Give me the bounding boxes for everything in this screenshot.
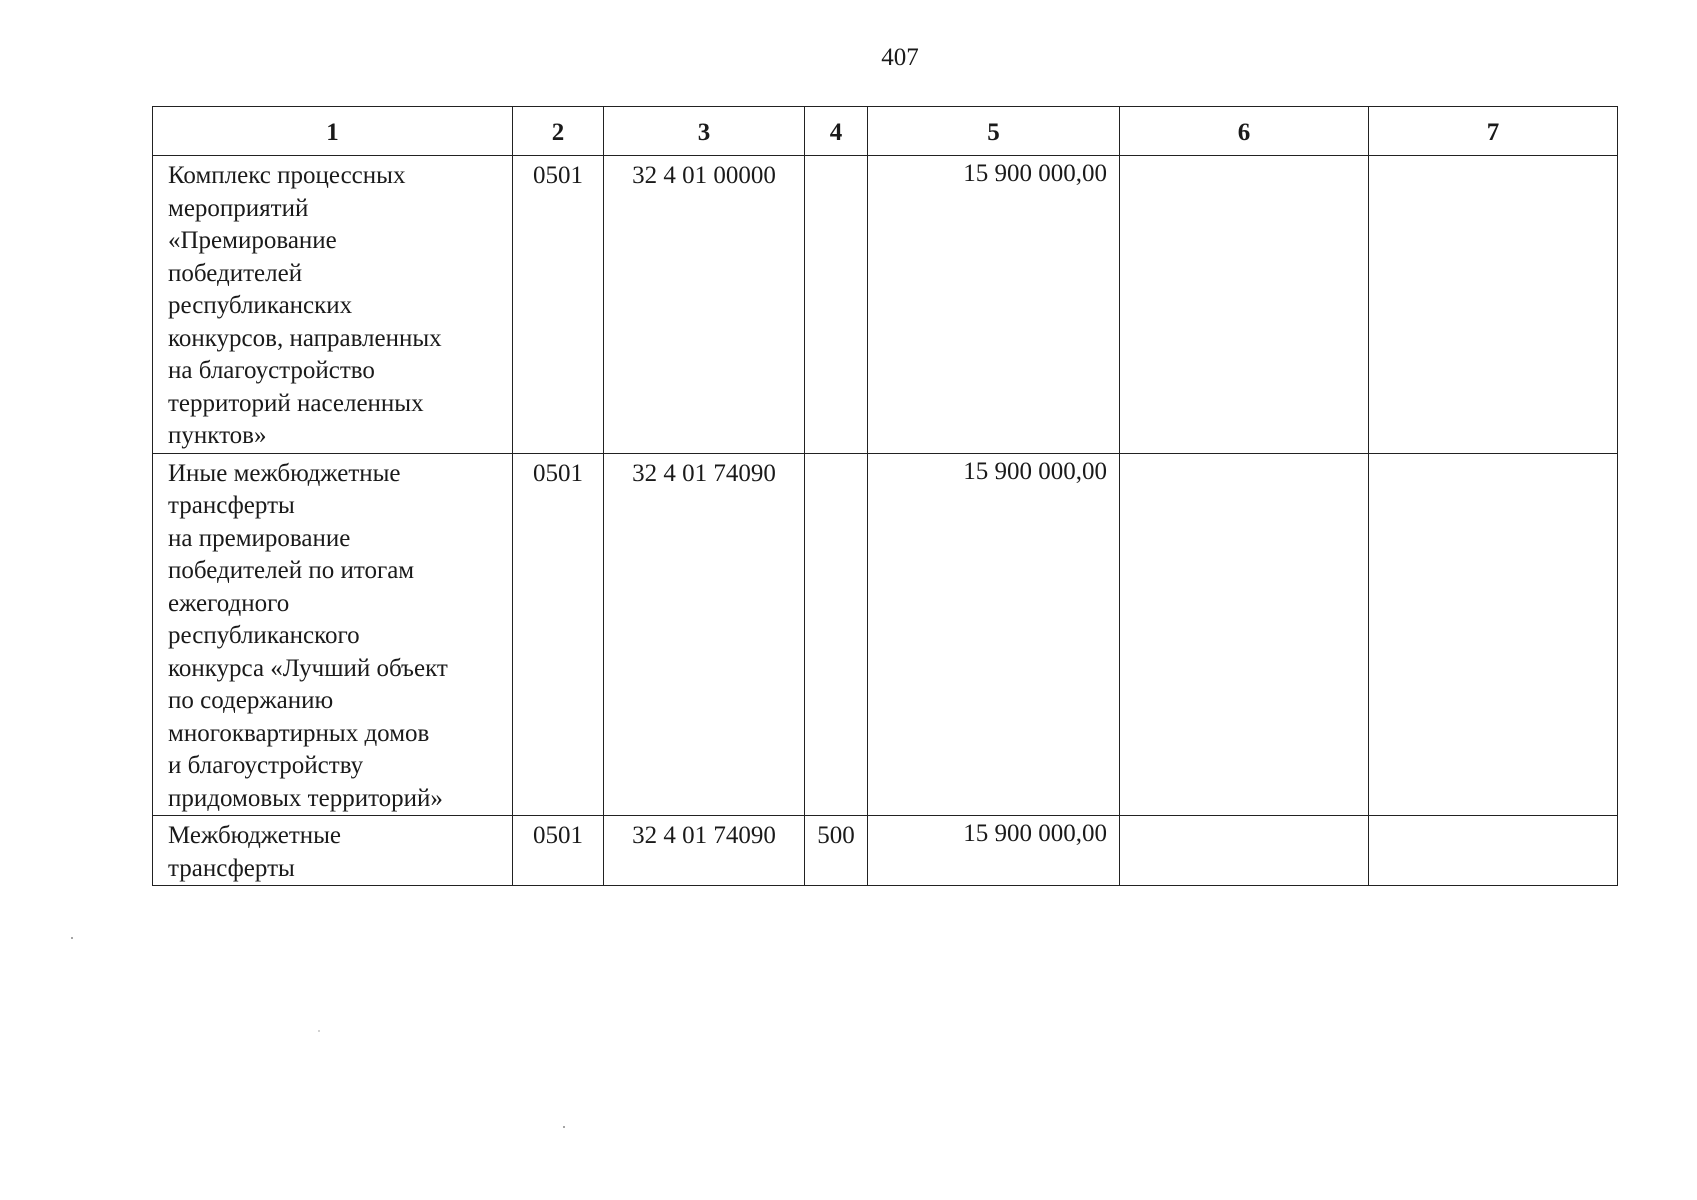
expense-type-cell: 500 xyxy=(805,816,868,886)
section-code-cell: 0501 xyxy=(513,816,604,886)
column-7-cell xyxy=(1369,156,1618,454)
row-name-cell: Комплекс процессных мероприятий «Премирование победителей республиканских конкурсов, направленных на благоустройство территорий населенных пунктов» xyxy=(153,156,513,454)
page-number: 407 xyxy=(881,44,919,71)
scan-speck xyxy=(71,937,73,939)
column-6-cell xyxy=(1120,816,1369,886)
column-7-cell xyxy=(1369,453,1618,816)
target-code-cell: 32 4 01 74090 xyxy=(604,453,805,816)
scan-speck xyxy=(563,1126,565,1128)
row-name-cell: Иные межбюджетные трансферты на премирование победителей по итогам ежегодного республиканского конкурса «Лучший объект по содержанию многоквартирных домов и благоустройству придомовых территорий» xyxy=(153,453,513,816)
column-header-6: 6 xyxy=(1120,107,1369,156)
column-header-1: 1 xyxy=(153,107,513,156)
table-row xyxy=(153,453,1618,816)
column-6-cell xyxy=(1120,156,1369,454)
amount-cell: 15 900 000,00 xyxy=(868,816,1120,886)
column-header-2: 2 xyxy=(513,107,604,156)
expense-type-cell xyxy=(805,156,868,454)
header-row xyxy=(153,107,1618,156)
scan-speck xyxy=(318,1030,320,1032)
section-code-cell: 0501 xyxy=(513,156,604,454)
table-row xyxy=(153,156,1618,454)
section-code-cell: 0501 xyxy=(513,453,604,816)
target-code-cell: 32 4 01 00000 xyxy=(604,156,805,454)
table-row xyxy=(153,816,1618,886)
amount-cell: 15 900 000,00 xyxy=(868,156,1120,454)
column-header-7: 7 xyxy=(1369,107,1618,156)
row-name-cell: Межбюджетные трансферты xyxy=(153,816,513,886)
expense-type-cell xyxy=(805,453,868,816)
target-code-cell: 32 4 01 74090 xyxy=(604,816,805,886)
budget-table xyxy=(152,106,1618,886)
column-6-cell xyxy=(1120,453,1369,816)
amount-cell: 15 900 000,00 xyxy=(868,453,1120,816)
column-header-4: 4 xyxy=(805,107,868,156)
column-7-cell xyxy=(1369,816,1618,886)
column-header-3: 3 xyxy=(604,107,805,156)
column-header-5: 5 xyxy=(868,107,1120,156)
